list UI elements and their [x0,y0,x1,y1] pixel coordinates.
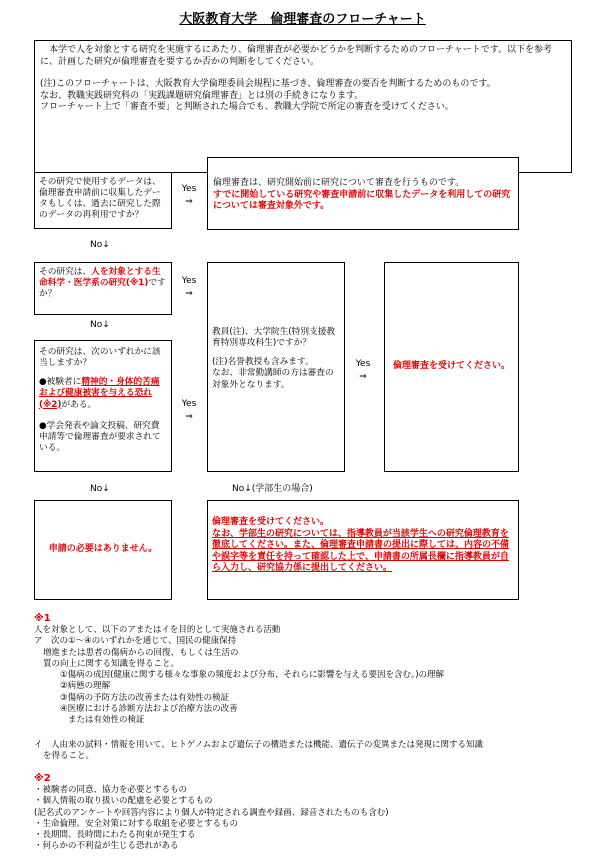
note-1-item: ②病態の理解 [60,681,111,692]
note-2-line: ・個人情報の取り扱いの配慮を必要とするもの [34,796,213,807]
note-2-line: ・生命倫理、安全対策に対する取組を必要とするもの [34,818,239,829]
note-2-line: (記名式のアンケートや回答内容により個人が特定される調査や録画、録音されたものも含む) [34,807,389,818]
yes-arrow-1 [176,183,202,208]
no-arrow-2: No↓ [90,320,110,330]
note-1-line: イ 人由来の試料・情報を用いて、ヒトゲノムおよび遺伝子の構造または機能、遺伝子の変異または発現に関する知識 [34,740,483,751]
question-life-science-text1: その研究は、 [39,267,92,277]
note-1-line: ア 次の①～④のいずれかを通じて、国民の健康保持 [34,636,237,647]
note-1-heading: ※1 [34,613,51,624]
question-data-reuse [34,172,172,229]
note-1-line: 増進または患者の傷病からの回復、もしくは生活の [43,647,239,658]
intro-box [34,40,572,173]
question-faculty-note: (注)名誉教授も含みます。 [212,357,314,368]
right-arrow-icon: ⇒ [185,288,193,299]
note-2-line: ・長期間、長時間にわたる拘束が発生する [34,830,196,841]
question-risk-text: その研究は、次のいずれかに該当しますか？ [39,347,161,369]
note-1-item: ③傷病の予防方法の改善または有効性の検証 [60,692,230,703]
note-1-item: ④医療における診断方法および治療方法の改善 [60,703,238,714]
yes-label: Yes [181,184,197,194]
question-risk-bullet1-post: がある。 [61,399,97,410]
intro-paragraph: 本学で人を対象とする研究を実施するにあたり、倫理審査が必要かどうかを判断するためのフローチャートです。以下を参考に、計画した研究が倫理審査を要するか否かの判断をしてください。 [40,45,553,67]
no-arrow-4: No↓(学部生の場合) [232,484,313,494]
yes-arrow-2 [176,275,202,300]
yes-label: Yes [181,399,197,409]
note-1-line: 質の向上に関する知識を得ること。 [43,658,180,669]
yes-label: Yes [181,276,197,286]
answer-review-required [384,262,519,472]
question-risk-bullet1-red: 精神的・身体的苦痛および健康被害を与える恐れ(※2) [39,377,160,410]
right-arrow-icon: ⇒ [185,411,193,422]
note-2-line: ・被験者の同意、協力を必要とするもの [34,785,188,796]
question-faculty-text: 教員(注)、大学院生(特別支援教育特別専攻科生)ですか？ [212,327,336,349]
question-risk-bullet1 [39,377,167,410]
intro-note-line3: フローチャート上で「審査不要」と判断された場合でも、教職大学院で所定の審査を受けてください。 [40,102,454,113]
answer-not-required-text: 申請の必要はありません。 [48,544,158,555]
answer-out-of-scope [207,157,519,230]
intro-note: (注)このフローチャートは、大阪教育大学倫理委員会規程に基づき、倫理審査の要否を判断するためのものです。 [40,79,496,90]
answer-undergraduate-line1: 倫理審査を受けてください。 [212,517,330,527]
yes-label: Yes [355,359,371,369]
no-arrow-3: No↓ [90,484,110,494]
note-1-line: を得ること。 [43,751,95,762]
question-risk [34,340,172,472]
note-1 [34,612,594,763]
page-title: 大阪教育大学 倫理審査のフローチャート [179,12,426,27]
note-1-line: 人を対象として、以下のアまたはイを目的として実施される活動 [34,625,281,636]
question-life-science [34,262,172,315]
answer-out-of-scope-text: 倫理審査は、研究開始前に研究について審査を行うものです。 [213,178,465,188]
yes-arrow-4 [350,358,376,383]
no-arrow-1: No↓ [90,240,110,250]
answer-undergraduate-line2: なお、学部生の研究については、指導教員が当該学生への研究倫理教育を徹底してください。また、倫理審査申請書の提出に際しては、内容の不備や誤字等を責任を持って確認した上で、申請書の所属長欄に指導教員が自ら入力し、研究協力係に提出してください。 [212,528,510,574]
answer-out-of-scope-red: すでに開始している研究や審査申請前に収集したデータを利用しての研究については審査対象外です。 [213,189,511,212]
question-life-science-text2: ですか？ [39,278,166,300]
question-risk-bullet1-pre: ●被験者に [39,377,82,388]
question-faculty [207,262,345,472]
note-1-item: ①傷病の成因(健康に関する様々な事象の頻度および分布、それらに影響を与える要因を含む。)の理解 [60,670,445,681]
answer-review-required-text: 倫理審査を受けてください。 [392,361,510,372]
question-faculty-note2: なお、非常勤講師の方は審査の対象外となります。 [212,368,334,390]
question-life-science-red: 人を対象とする生命科学・医学系の研究(※1) [39,267,161,289]
note-2-line: ・何らかの不利益が生じる恐れがある [34,841,179,852]
note-2-heading: ※2 [34,773,51,784]
note-1-item: または有効性の検証 [68,714,145,725]
question-data-reuse-text: その研究で使用するデータは、倫理審査申請前に収集したデータもしくは、過去に研究した際のデータの再利用ですか？ [39,177,161,221]
answer-undergraduate [207,500,519,600]
right-arrow-icon: ⇒ [185,196,193,207]
intro-note-line2: なお、教職実践研究科の「実践課題研究倫理審査」とは別の手続きになります。 [40,90,364,101]
note-2 [34,772,594,853]
yes-arrow-3 [176,398,202,423]
question-risk-bullet2: ●学会発表や論文投稿、研究費申請等で倫理審査が要求されている。 [39,420,161,453]
answer-not-required [34,500,172,600]
right-arrow-icon: ⇒ [359,371,367,382]
